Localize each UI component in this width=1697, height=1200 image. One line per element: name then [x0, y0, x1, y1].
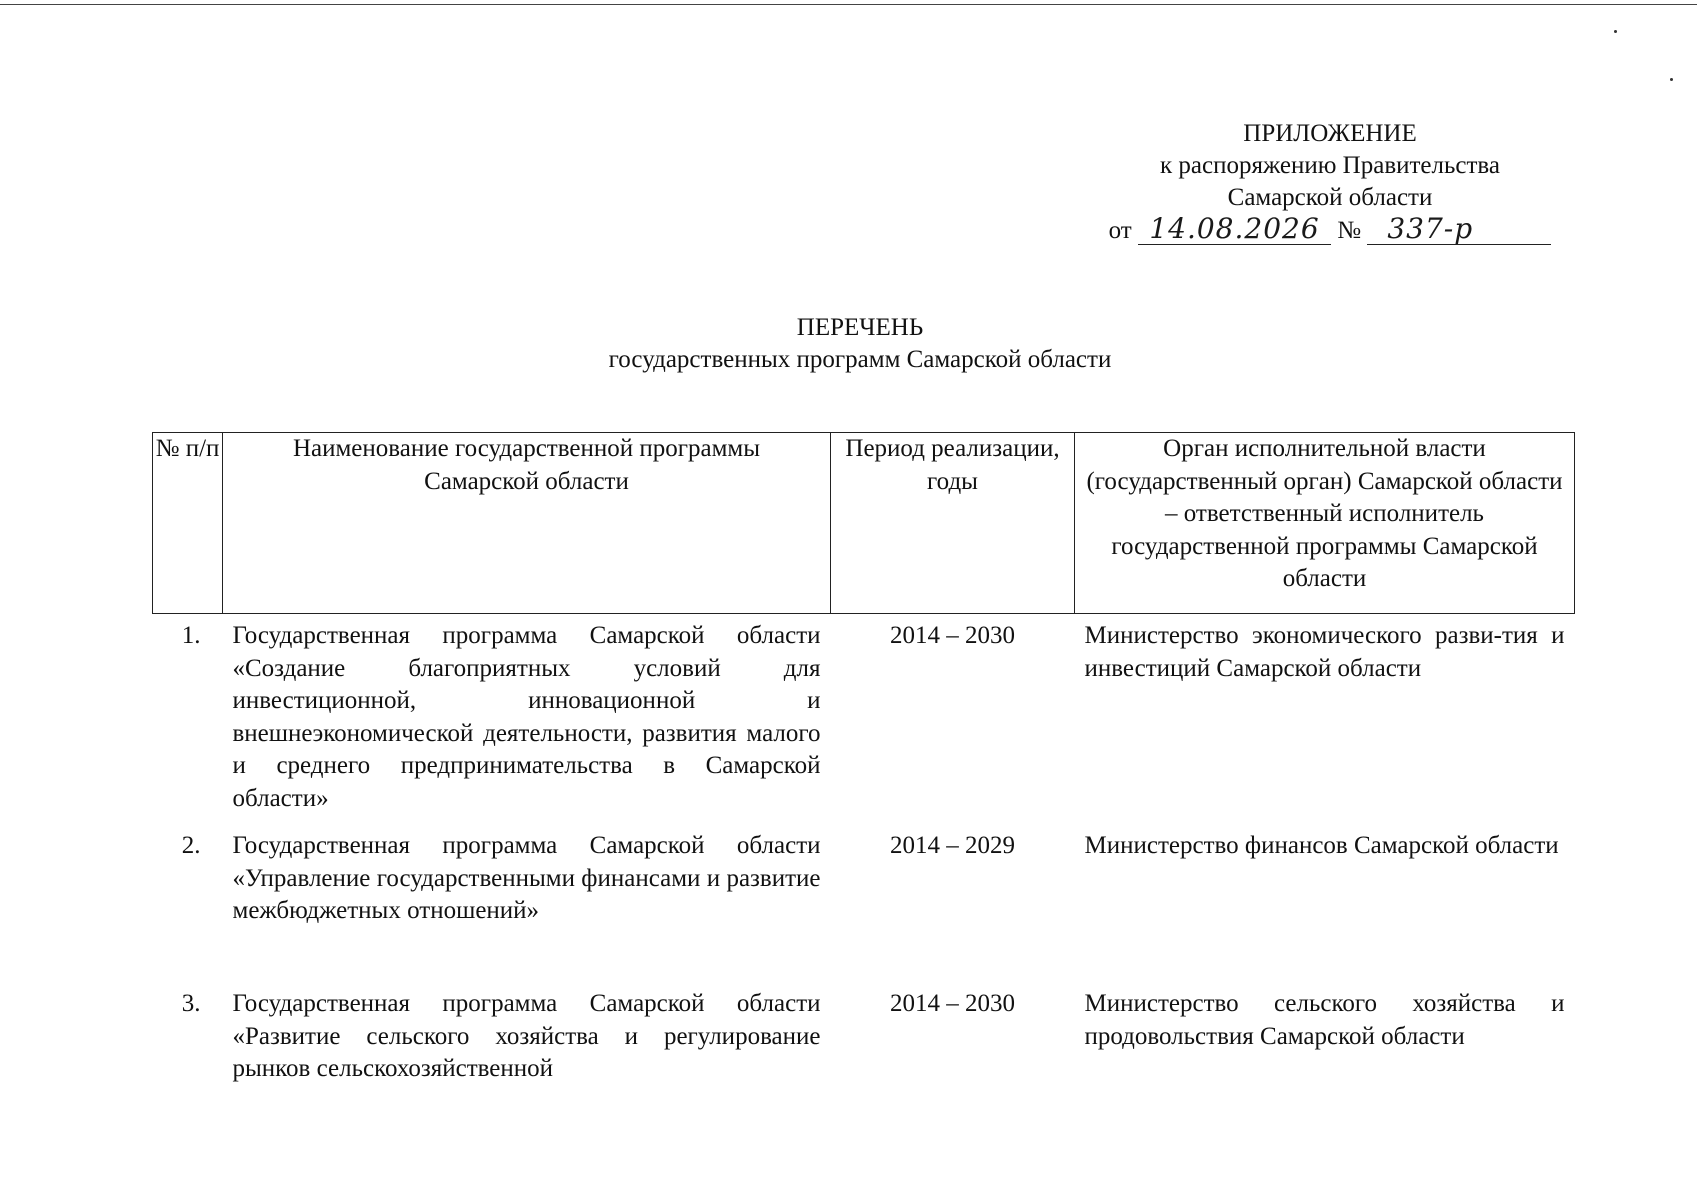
scan-speck — [1670, 78, 1673, 81]
from-label: от — [1108, 217, 1132, 244]
scan-speck — [1614, 30, 1617, 33]
row-organ: Министерство экономического разви-тия и инвестиций Самарской области — [1084, 622, 1565, 682]
header-period: Период реализации, годы — [831, 433, 1075, 614]
row-period: 2014 – 2029 — [890, 832, 1015, 859]
header-name: Наименование государственной программы Самарской области — [223, 433, 831, 614]
handwritten-date: 14.08.2026 — [1138, 214, 1331, 245]
number-label: № — [1337, 217, 1362, 244]
document-title — [0, 312, 1697, 376]
table-row — [153, 620, 1575, 830]
row-period: 2014 – 2030 — [890, 622, 1015, 649]
approval-block — [1100, 118, 1560, 247]
header-num: № п/п — [153, 433, 223, 614]
title-sub: государственных программ Самарской области — [608, 346, 1112, 373]
row-organ: Министерство финансов Самарской области — [1084, 832, 1559, 859]
approval-heading: ПРИЛОЖЕНИЕ — [1243, 120, 1417, 147]
approval-region: Самарской области — [1227, 184, 1433, 211]
approval-date-number — [1100, 214, 1560, 247]
row-period: 2014 – 2030 — [890, 990, 1015, 1017]
table-row — [153, 988, 1575, 1098]
header-organ: Орган исполнительной власти (государственный орган) Самарской области – ответственный исполнитель государственной программы Самарской области — [1075, 433, 1575, 614]
table-header-row — [153, 433, 1575, 614]
row-num: 3. — [181, 990, 201, 1017]
top-border-line — [0, 4, 1697, 5]
row-name: Государственная программа Самарской области «Создание благоприятных условий для инвестиционной, инновационной и внешнеэкономической деятельности, развития малого и среднего предпринимательства в Самарской области» — [232, 622, 821, 812]
row-name: Государственная программа Самарской области «Развитие сельского хозяйства и регулирование рынков сельскохозяйственной — [232, 990, 821, 1082]
row-num: 2. — [181, 832, 201, 859]
row-num: 1. — [181, 622, 201, 649]
row-organ: Министерство сельского хозяйства и продовольствия Самарской области — [1084, 990, 1565, 1050]
programs-table — [152, 432, 1575, 1098]
approval-ref: к распоряжению Правительства — [1159, 152, 1500, 179]
title-main: ПЕРЕЧЕНЬ — [796, 314, 924, 341]
table-row — [153, 830, 1575, 988]
row-name: Государственная программа Самарской области «Управление государственными финансами и развитие межбюджетных отношений» — [232, 832, 821, 924]
handwritten-number: 337-р — [1367, 214, 1551, 245]
